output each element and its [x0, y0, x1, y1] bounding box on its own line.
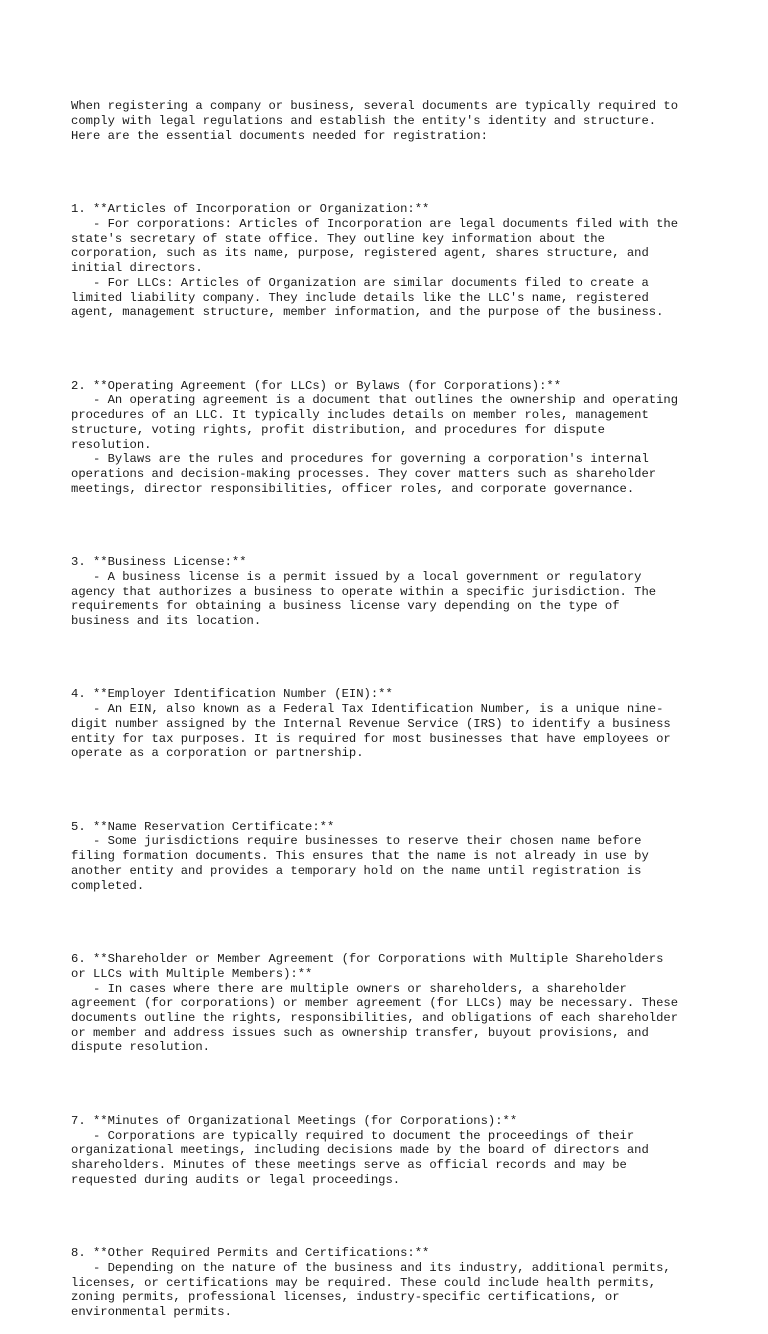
- section-body: - A business license is a permit issued by a local government or regulatory agency that authorizes a business to operate within a specific jurisdiction. The requirements for obtaining a business license vary depending on the type of business and its location.: [71, 569, 657, 628]
- section-name-reservation: [71, 820, 711, 894]
- section-ein: [71, 687, 711, 761]
- section-body: - Depending on the nature of the business and its industry, additional permits, licenses, or certifications may be required. These could include health permits, zoning permits, professional licenses, industry-specific certifications, or environmental permits.: [71, 1260, 671, 1319]
- intro-paragraph: When registering a company or business, several documents are typically required to comply with legal regulations and establish the entity's identity and structure. Here are the essential documents needed for registration:: [71, 99, 679, 143]
- section-shareholder-agreement: [71, 952, 711, 1055]
- section-body: - An operating agreement is a document that outlines the ownership and operating procedures of an LLC. It typically includes details on member roles, management structure, voting rights, profit distribution, and procedures for dispute resolution. - Bylaws are the rules and procedures for governing a corporation's internal operations and decision-making processes. They cover matters such as shareholder meetings, director responsibilities, officer roles, and corporate governance.: [71, 393, 679, 496]
- section-body: - Corporations are typically required to document the proceedings of their organizational meetings, including decisions made by the board of directors and shareholders. Minutes of these meetings serve as official records and may be requested during audits or legal proceedings.: [71, 1128, 649, 1187]
- section-body: - An EIN, also known as a Federal Tax Identification Number, is a unique nine- digit number assigned by the Internal Revenue Service (IRS) to identify a business entity for tax purposes. It is required for most businesses that have employees or operate as a corporation or partnership.: [71, 702, 671, 761]
- section-business-license: [71, 555, 711, 629]
- section-heading: 8. **Other Required Permits and Certifications:**: [71, 1246, 430, 1261]
- section-heading: 3. **Business License:**: [71, 555, 247, 570]
- section-body: - Some jurisdictions require businesses to reserve their chosen name before filing formation documents. This ensures that the name is not already in use by another entity and provides a temporary hold on the name until registration is completed.: [71, 834, 649, 893]
- section-other-permits: [71, 1246, 711, 1320]
- document-page: [71, 70, 711, 1334]
- section-heading: 1. **Articles of Incorporation or Organization:**: [71, 202, 430, 217]
- section-minutes: [71, 1114, 711, 1188]
- section-heading: 5. **Name Reservation Certificate:**: [71, 819, 335, 834]
- section-body: - For corporations: Articles of Incorporation are legal documents filed with the state's secretary of state office. They outline key information about the corporation, such as its name, purpose, registered agent, shares structure, and initial directors. - For LLCs: Articles of Organization are similar documents filed to create a limited liability company. They include details like the LLC's name, registered agent, management structure, member information, and the purpose of the business.: [71, 217, 679, 320]
- section-heading: 6. **Shareholder or Member Agreement (for Corporations with Multiple Shareholders or LLCs with Multiple Members):**: [71, 952, 664, 981]
- section-articles: [71, 202, 711, 320]
- section-heading: 4. **Employer Identification Number (EIN):**: [71, 687, 393, 702]
- section-heading: 7. **Minutes of Organizational Meetings (for Corporations):**: [71, 1113, 518, 1128]
- section-heading: 2. **Operating Agreement (for LLCs) or Bylaws (for Corporations):**: [71, 378, 562, 393]
- section-operating-agreement: [71, 379, 711, 497]
- section-body: - In cases where there are multiple owners or shareholders, a shareholder agreement (for corporations) or member agreement (for LLCs) may be necessary. These documents outline the rights, responsibilities, and obligations of each shareholder or member and address issues such as ownership transfer, buyout provisions, and dispute resolution.: [71, 981, 679, 1055]
